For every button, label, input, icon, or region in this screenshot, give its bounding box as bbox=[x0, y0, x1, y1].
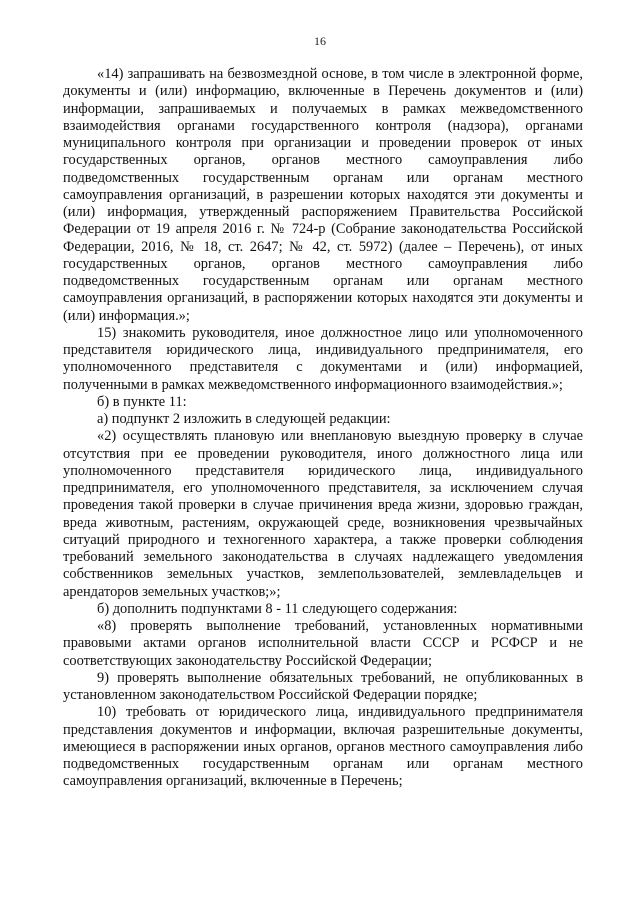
paragraph-subpoints-8-11-intro: б) дополнить подпунктами 8 - 11 следующего содержания: bbox=[97, 600, 458, 617]
paragraph-subpoint-8: «8) проверять выполнение требований, установленных нормативными правовыми актами органов исполнительной власти СССР и РСФСР и не соответствующих законодательству Российской Федерации; bbox=[63, 618, 583, 669]
document-body bbox=[63, 66, 583, 791]
paragraph-point-11-intro: б) в пункте 11: bbox=[97, 393, 187, 410]
paragraph-subpoint-10: 10) требовать от юридического лица, индивидуального предпринимателя представления документов и информации, включая разрешительные документы, имеющиеся в распоряжении иных органов, органов местного самоуправления либо подведомственных государственным органам или органам местного самоуправления организаций, включенные в Перечень; bbox=[63, 704, 583, 790]
paragraph-subpoint-9: 9) проверять выполнение обязательных требований, не опубликованных в установленном законодательством Российской Федерации порядке; bbox=[63, 669, 583, 703]
paragraph-item-14: «14) запрашивать на безвозмездной основе, в том числе в электронной форме, документы и (или) информацию, включенные в Перечень документов и (или) информации, запрашиваемых и получаемых в рамках межведомственного взаимодействия органами государственного контроля (надзора), органами муниципального контроля при организации и проведении проверок от иных государственных органов, органов местного самоуправления либо подведомственных государственным органам или органам местного самоуправления организаций, в разрешении которых находятся эти документы и (или) информация, утвержденный распоряжением Правительства Российской Федерации от 19 апреля 2016 г. № 724-р (Собрание законодательства Российской Федерации, 2016, № 18, ст. 2647; № 42, ст. 5972) (далее – Перечень), от иных государственных органов, органов местного самоуправления либо подведомственных государственным органам или органам местного самоуправления организаций, в распоряжении которых находятся эти документы и (или) информация.»; bbox=[63, 66, 583, 324]
paragraph-subpoint-2-intro: а) подпункт 2 изложить в следующей редакции: bbox=[97, 411, 391, 427]
paragraph-subpoint-2-text: «2) осуществлять плановую или внеплановую выездную проверку в случае отсутствия при ее проведении руководителя, иного должностного лица или уполномоченного представителя юридического лица, индивидуального предпринимателя, его уполномоченного представителя, за исключением случая проведения такой проверки в случае причинения вреда жизни, здоровью граждан, вреда животным, растениям, окружающей среде, возникновения чрезвычайных ситуаций природного и техногенного характера, а также проверки соблюдения требований земельного законодательства в случаях надлежащего уведомления собственников земельных участков, землепользователей, землевладельцев и арендаторов земельных участков;»; bbox=[63, 428, 583, 600]
paragraph-item-15: 15) знакомить руководителя, иное должностное лицо или уполномоченного представителя юридического лица, индивидуального предпринимателя, его уполномоченного представителя с документами и (или) информацией, полученными в рамках межведомственного информационного взаимодействия.»; bbox=[63, 324, 583, 393]
page-number: 16 bbox=[314, 34, 326, 48]
